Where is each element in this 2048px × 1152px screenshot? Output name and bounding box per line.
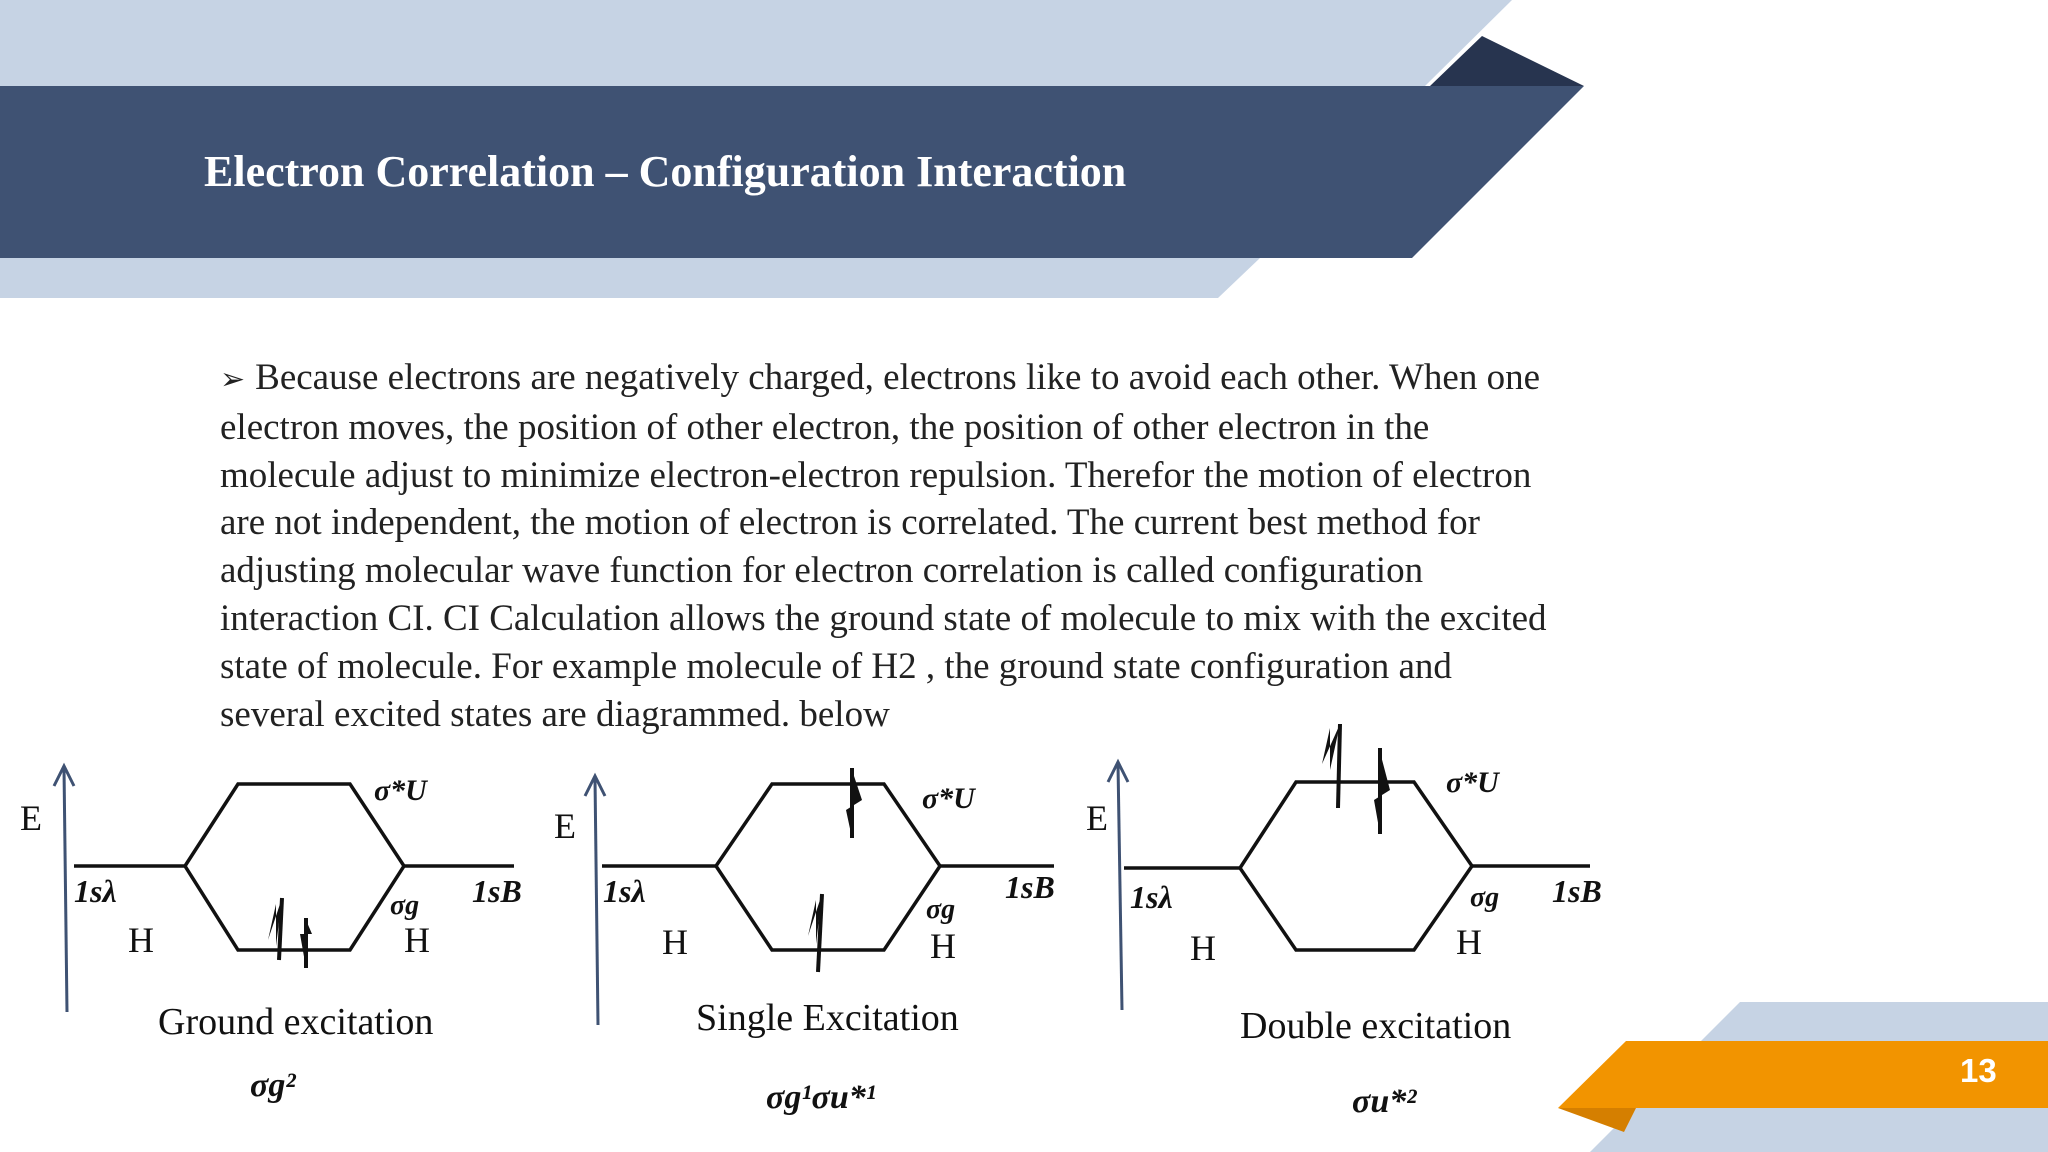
bullet-arrow-icon: ➢: [220, 363, 246, 396]
configuration: σg¹σu*¹: [766, 1079, 876, 1116]
footer-orange-shadow: [1558, 1108, 1636, 1132]
page-number: 13: [1960, 1052, 1997, 1089]
bottom-light-band: [0, 258, 1260, 298]
body-paragraph: [220, 354, 1560, 738]
configuration: σu*²: [1352, 1083, 1417, 1120]
caption: Single Excitation: [696, 997, 959, 1039]
sigma-upper: σ*U: [1446, 766, 1499, 799]
paragraph-text: Because electrons are negatively charged, electrons like to avoid each other. When one electron moves, the position of other electron, the position of other electron in the molecule adjust to minimize electron-electron repulsion. Therefor the motion of electron are not independent, the motion of electron is correlated. The current best method for adjusting molecular wave function for electron correlation is called configuration interaction CI. CI Calculation allows the ground state of molecule to mix with the excited state of molecule. For example molecule of H2 , the ground state configuration and several excited states are diagrammed. below: [220, 357, 1547, 735]
orbital-right: 1sB: [1005, 869, 1055, 905]
atom-left: H: [128, 920, 154, 960]
sigma-lower: σg: [1470, 882, 1500, 913]
top-light-band: [0, 0, 1512, 86]
axis-label-e: E: [1086, 798, 1108, 838]
sigma-upper: σ*U: [374, 774, 427, 807]
slide-title: Electron Correlation – Configuration Interaction: [204, 147, 1127, 196]
orbital-left: 1sλ: [1130, 879, 1173, 915]
atom-right: H: [404, 920, 430, 960]
sigma-lower: σg: [390, 890, 420, 921]
orbital-left: 1sλ: [603, 873, 646, 909]
sigma-upper: σ*U: [922, 782, 975, 815]
atom-right: H: [930, 926, 956, 966]
atom-right: H: [1456, 922, 1482, 962]
orbital-right: 1sB: [472, 873, 522, 909]
configuration: σg²: [250, 1067, 296, 1104]
atom-left: H: [1190, 928, 1216, 968]
orbital-right: 1sB: [1552, 873, 1602, 909]
axis-label-e: E: [20, 798, 42, 838]
atom-left: H: [662, 922, 688, 962]
sigma-lower: σg: [926, 894, 956, 925]
caption: Ground excitation: [158, 1001, 434, 1043]
caption: Double excitation: [1240, 1005, 1512, 1047]
orbital-left: 1sλ: [74, 873, 117, 909]
axis-label-e: E: [554, 806, 576, 846]
